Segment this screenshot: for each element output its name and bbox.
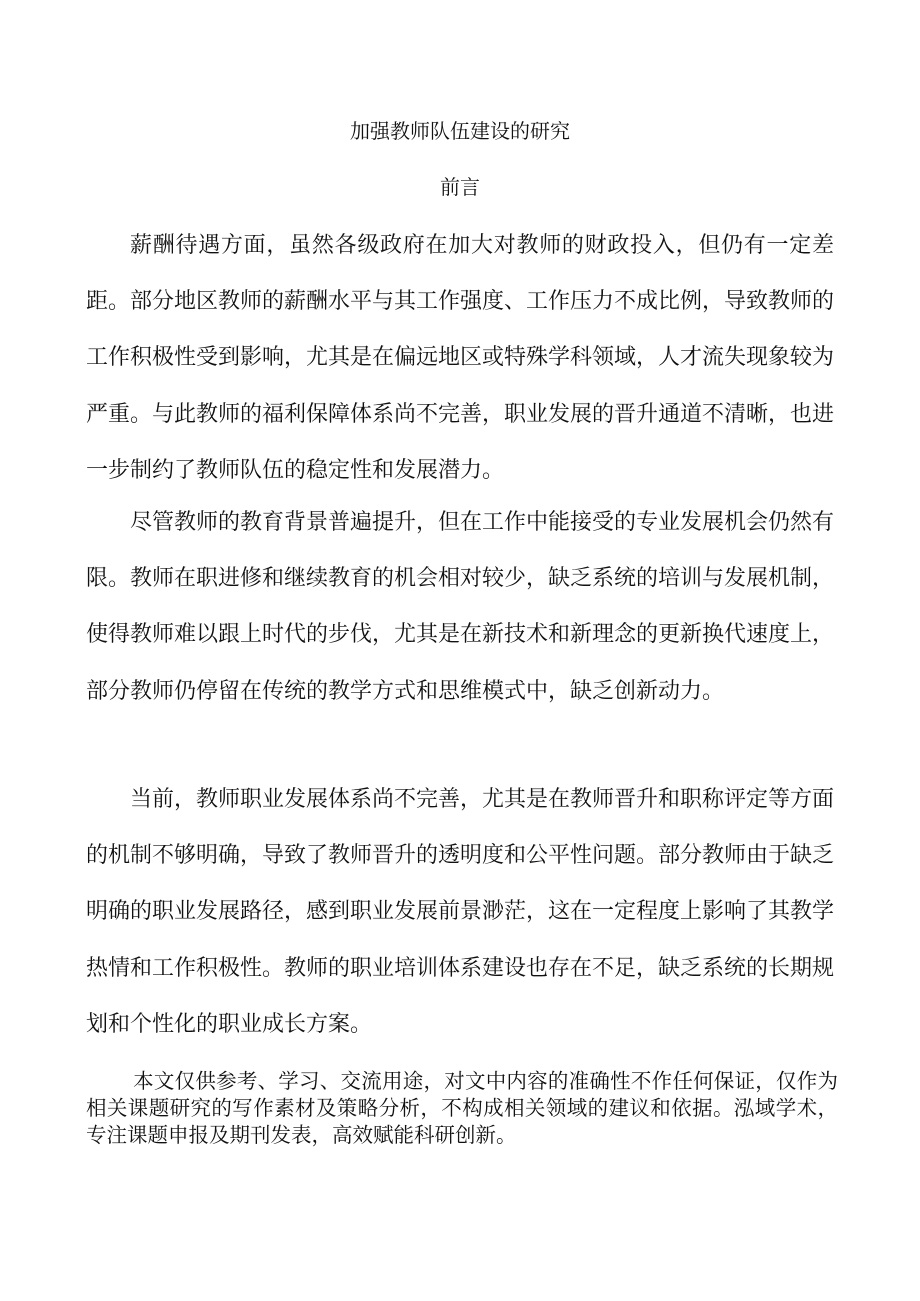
body-paragraph-3: 当前，教师职业发展体系尚不完善，尤其是在教师晋升和职称评定等方面的机制不够明确，导致了教师晋升的透明度和公平性问题。部分教师由于缺乏明确的职业发展路径，感到职业发展前景渺茫，这在一定程度上影响了其教学热情和工作积极性。教师的职业培训体系建设也存在不足，缺乏系统的长期规划和个性化的职业成长方案。 [86,787,835,1037]
body-paragraph-2: 尽管教师的教育背景普遍提升，但在工作中能接受的专业发展机会仍然有限。教师在职进修和继续教育的机会相对较少，缺乏系统的培训与发展机制，使得教师难以跟上时代的步伐，尤其是在新技术和新理念的更新换代速度上，部分教师仍停留在传统的教学方式和思维模式中，缺乏创新动力。 [86,510,835,704]
section-heading: 前言 [440,175,480,199]
disclaimer-paragraph: 本文仅供参考、学习、交流用途，对文中内容的准确性不作任何保证，仅作为相关课题研究的写作素材及策略分析，不构成相关领域的建议和依据。泓域学术，专注课题申报及期刊发表，高效赋能科研创新。 [86,1069,838,1147]
document-title: 加强教师队伍建设的研究 [350,119,570,143]
body-paragraph-1: 薪酬待遇方面，虽然各级政府在加大对教师的财政投入，但仍有一定差距。部分地区教师的薪酬水平与其工作强度、工作压力不成比例，导致教师的工作积极性受到影响，尤其是在偏远地区或特殊学科领域，人才流失现象较为严重。与此教师的福利保障体系尚不完善，职业发展的晋升通道不清晰，也进一步制约了教师队伍的稳定性和发展潜力。 [86,233,835,483]
